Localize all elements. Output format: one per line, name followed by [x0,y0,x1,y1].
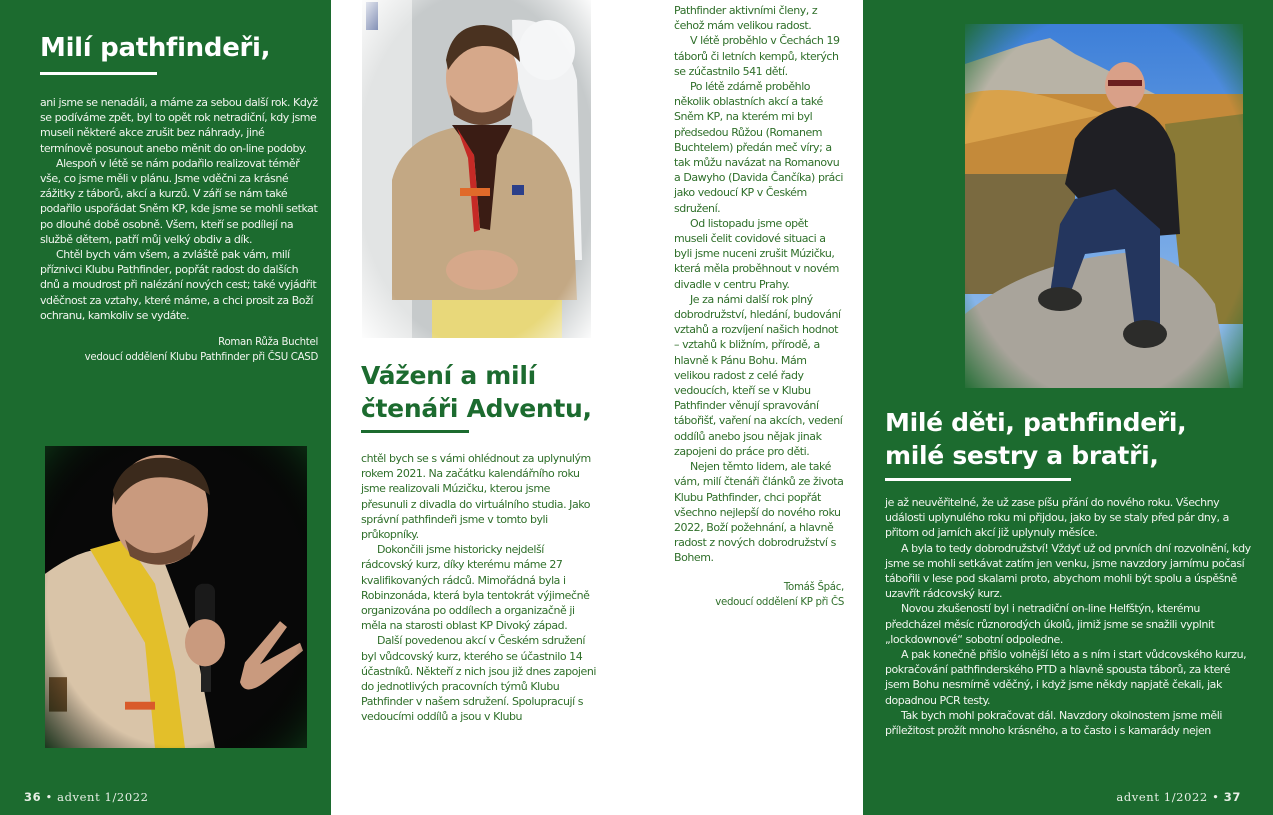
footer-separator: • [1212,790,1220,804]
center-paragraph: Nejen těmto lidem, ale také vám, milí čtenáři článků ze života Klubu Pathfinder, chci popřát všechno nejlepší do nového roku 2022, Boží požehnání, a hlavně radost z nových dobrodružství s Bohem. [674,460,844,565]
center-heading-rule [361,430,469,433]
center-article-col2 [674,3,844,566]
left-article-heading: Milí pathfindeři, [40,33,271,63]
center-paragraph: Po létě zdárně proběhlo několik oblastních akcí a také Sněm KP, na kterém mi byl předsedou Růžou (Romanem Buchtelem) předán meč víry; a tak můžu navázat na Romanovu a Dawyho (Davida Čančíka) práci jako vedoucí KP v Českém sdružení. [674,80,844,215]
center-paragraph: Dokončili jsme historicky nejdelší rádcovský kurz, díky kterému máme 27 kvalifikovaných rádců. Mimořádná byla i Robinzonáda, která byla tentokrát výjimečně organizována po oddílech a organizačně ji měla na starosti oblast KP Divoký západ. [361,543,590,633]
right-heading-line2: milé sestry a bratři, [885,441,1159,470]
right-paragraph: A pak konečně přišlo volnější léto a s ním i start vůdcovského kurzu, pokračování pathfinderského PTD a hlavně spousta táborů, za které jsem Bohu nesmírně vděčný, i když jsme někdy napjatě čekali, jak dopadnou PCR testy. [885,648,1247,707]
center-photo-scout [362,0,591,338]
right-issue-label: advent 1/2022 [1116,790,1208,804]
left-article-body [40,95,318,323]
center-heading-line2: čtenáři Adventu, [361,394,592,423]
mountain-illustration [965,24,1243,388]
center-article-col1 [361,451,597,725]
left-photo-speaker [45,446,307,748]
left-paragraph: ani jsme se nenadáli, a máme za sebou další rok. Když se podíváme zpět, byl to opět rok netradiční, kdy jsme museli některé akce zrušit bez náhrady, jiné termínově posunout anebo měnit do on-line podoby. [40,96,318,155]
left-signature-name: Roman Růža Buchtel [218,337,318,349]
center-paragraph: chtěl bych se s vámi ohlédnout za uplynulým rokem 2021. Na začátku kalendářního roku jsme realizovali Múzičku, kterou jsme přesunuli z divadla do virtuálního studia. Jako správní pathfindeři jsme v tomto byli průkopníky. [361,452,591,542]
footer-separator: • [45,790,53,804]
left-signature [40,335,318,365]
right-article-body [885,495,1257,738]
right-page-footer [1116,790,1241,804]
right-paragraph: A byla to tedy dobrodružství! Vždyť už od prvních dní rozvolnění, kdy jsme se mohli setkávat zatím jen venku, jsme navzdory jarnímu počasí tábořili v lese pod skalami proto, abychom mohli být spolu a úspěšně uzavřít rádcovský kurz. [885,541,1251,601]
right-page-number: 37 [1223,790,1241,804]
right-paragraph: je až neuvěřitelné, že už zase píšu přání do nového roku. Všechny události uplynulého roku mi přijdou, jako by se staly před pár dny, a přitom od jarních akcí již uplynuly měsíce. [885,496,1229,540]
center-article [361,359,597,725]
left-paragraph: Chtěl bych vám všem, a zvláště pak vám, milí příznivci Klubu Pathfinder, popřát radost do dalších dnů a moudrost při nalézání nových cest; také vyjádřit vděčnost za vztahy, které máme, a chci prosit za Boží ochranu, kamkoliv se vydáte. [40,248,317,322]
right-photo-mountain [965,24,1243,388]
center-paragraph: Od listopadu jsme opět museli čelit covidové situaci a byli jsme nuceni zrušit Múzičku, která měla proběhnout v novém divadle v centru Prahy. [674,216,839,291]
left-page [0,0,331,815]
center-signature [674,580,844,610]
center-paragraph: Pathfinder aktivními členy, z čehož mám velikou radost. [674,4,818,33]
center-paragraph: Je za námi další rok plný dobrodružství, hledání, budování vztahů a rozvíjení našich hodnot – vztahů k bližním, přírodě, a hlavně k Pánu Bohu. Mám velikou radost z celé řady vedoucích, kteří se v Klubu Pathfinder věnují spravování tábořišť, vaření na akcích, vedení oddílů anebo jsou nějak jinak zapojeni do práce pro děti. [674,292,843,458]
center-page [331,0,863,815]
center-signature-name: Tomáš Špác, [783,581,844,593]
right-heading-line1: Milé děti, pathfindeři, [885,408,1187,437]
center-signature-role: vedoucí oddělení KP při ČS [715,596,844,608]
center-article-col2-wrap [674,3,844,610]
right-article-heading [885,406,1257,472]
right-article [885,406,1257,738]
center-heading-line1: Vážení a milí [361,361,536,390]
center-paragraph: Další povedenou akcí v Českém sdružení byl vůdcovský kurz, kterého se účastnilo 14 účastníků. Někteří z nich jsou již dnes zapojeni do jednotlivých pracovních týmů Klubu Pathfinder v našem sdružení. Spolupracují s vedoucími oddílů a jsou v Klubu [361,634,596,724]
right-paragraph: Tak bych mohl pokračovat dál. Navzdory okolnostem jsme měli příležitost prožít mnoho krásného, a to často i s kamarády nejen [885,708,1222,738]
left-paragraph: Alespoň v létě se nám podařilo realizovat téměř vše, co jsme měli v plánu. Jsme vděčni za krásné zážitky z táborů, akcí a kurzů. V září se nám také podařilo uspořádat Sněm KP, kde jsme se mohli setkat po dlouhé době osobně. Všem, kteří se podílejí na službě dětem, patří můj velký obdiv a dík. [40,156,318,246]
left-issue-label: advent 1/2022 [57,790,149,804]
right-paragraph: Novou zkušeností byl i netradiční on-line Helfštýn, kterému předcházel měsíc různorodých úkolů, jimiž jsme se snažili vyplnit „lockdownové“ sobotní odpoledne. [885,602,1215,646]
left-heading-rule [40,72,157,75]
right-heading-rule [885,478,1071,481]
center-article-heading [361,359,597,425]
scout-illustration [362,0,591,338]
left-page-number: 36 [24,790,42,804]
center-paragraph: V létě proběhlo v Čechách 19 táborů či letních kempů, kterých se zúčastnilo 541 dětí. [674,34,840,78]
speaker-illustration [45,446,307,748]
left-signature-role: vedoucí oddělení Klubu Pathfinder při ČSU CASD [84,352,318,364]
right-page [863,0,1273,815]
left-article [40,30,318,365]
left-page-footer [24,790,149,804]
